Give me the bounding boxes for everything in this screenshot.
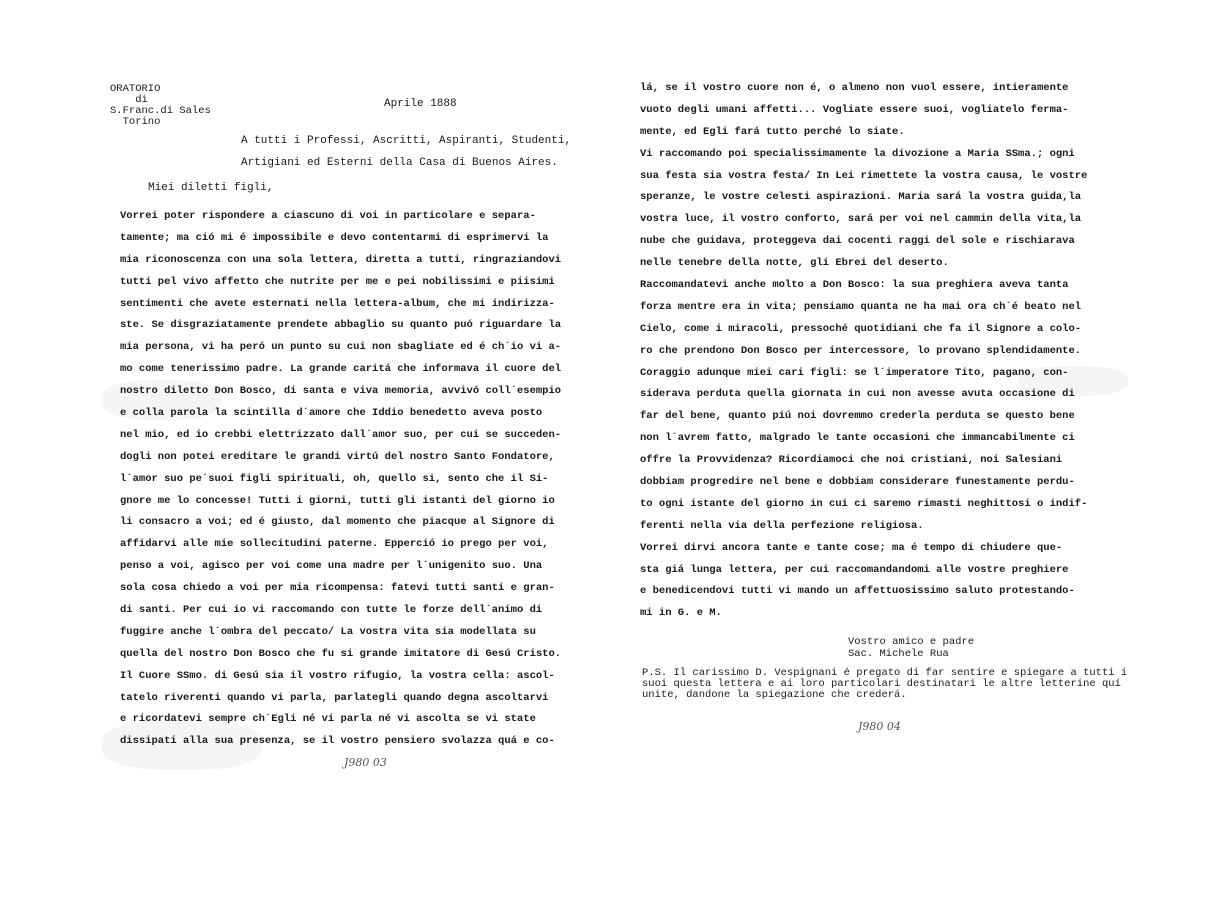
text-line: dobbiam progredire nel bene e dobbiam considerare funestamente perdu- bbox=[640, 476, 1075, 489]
text-line: to ogni istante del giorno in cui ci saremo rimasti neghittosi o indif- bbox=[640, 497, 1088, 510]
text-line: affidarvi alle mie sollecitudini paterne. Epperció io prego per voi, bbox=[120, 538, 549, 551]
text-line: non l´avrem fatto, malgrado le tante occasioni che immancabilmente ci bbox=[640, 432, 1075, 445]
text-line: mia persona, vi ha peró un punto su cui non sbagliate ed é ch´io vi a- bbox=[120, 341, 562, 354]
text-line: nube che guidava, proteggeva dai cocenti raggi del sole e rischiarava bbox=[640, 235, 1075, 248]
text-line: Vi raccomando poi specialissimamente la divozione a Maria SSma.; ogni bbox=[640, 147, 1075, 160]
text-line: vostra luce, il vostro conforto, sará per voi nel cammin della vita,la bbox=[640, 213, 1082, 226]
text-line: mente, ed Egli fará tutto perché lo siate. bbox=[640, 125, 905, 138]
text-line: mia riconoscenza con una sola lettera, diretta a tutti, ringraziandovi bbox=[120, 253, 562, 266]
addressee-line: Artigiani ed Esterni della Casa di Buenos Aires. bbox=[241, 157, 558, 169]
text-line: gnore me lo concesse! Tutti i giorni, tutti gli istanti del giorno io bbox=[120, 494, 555, 507]
text-line: e benedicendovi tutti vi mando un affettuosissimo saluto protestando- bbox=[640, 585, 1075, 598]
text-line: di santi. Per cui io vi raccomando con tutte le forze dell´animo di bbox=[120, 604, 543, 617]
text-line: tutti pel vivo affetto che nutrite per me e pei nobilissimi e piisimi bbox=[120, 275, 555, 288]
text-line: sta giá lunga lettera, per cui raccomandandomi alle vostre preghiere bbox=[640, 563, 1069, 576]
closing-greeting: Vostro amico e padre bbox=[848, 636, 975, 648]
text-line: e colla parola la scintilla d´amore che Iddio benedetto aveva posto bbox=[120, 407, 543, 420]
text-line: nelle tenebre della notte, gli Ebrei del deserto. bbox=[640, 257, 949, 270]
text-line: Cielo, come i miracoli, pressoché quotidiani che fa il Signore a colo- bbox=[640, 322, 1082, 335]
addressee-line: A tutti i Professi, Ascritti, Aspiranti, Studenti, bbox=[241, 135, 572, 147]
archive-mark-right: J980 04 bbox=[858, 720, 901, 733]
letter-body-left bbox=[120, 206, 600, 753]
text-line: nostro diletto Don Bosco, di santa e viva memoria, avvivó coll´esempio bbox=[120, 385, 562, 398]
text-line: speranze, le vostre celesti aspirazioni. Maria sará la vostra guida,la bbox=[640, 191, 1082, 204]
text-line: e ricordatevi sempre ch´Egli né vi parla né vi ascolta se vi state bbox=[120, 713, 536, 726]
text-line: Vorrei poter rispondere a ciascuno di voi in particolare e separa- bbox=[120, 210, 536, 222]
text-line: mi in G. e M. bbox=[640, 607, 722, 620]
addressee-block bbox=[241, 130, 601, 174]
text-line: ste. Se disgraziatamente prendete abbaglio su quanto puó riguardare la bbox=[120, 319, 562, 332]
text-line: l´amor suo pe´suoi figli spirituali, oh, quello si, sento che il Si- bbox=[120, 472, 549, 485]
text-line: far del bene, quanto piú noi dovremmo crederla perduta se questo bene bbox=[640, 410, 1075, 423]
sender-header: ORATORIO di S.Franc.di Sales Torino bbox=[110, 83, 211, 128]
text-line: Raccomandatevi anche molto a Don Bosco: la sua preghiera aveva tanta bbox=[640, 279, 1069, 292]
text-line: sola cosa chiedo a voi per mia ricompensa: fatevi tutti santi e gran- bbox=[120, 582, 555, 595]
text-line: Il Cuore SSmo. di Gesú sia il vostro rifugio, la vostra cella: ascol- bbox=[120, 669, 555, 682]
postscript: P.S. Il carissimo D. Vespignani é pregato di far sentire e spiegare a tutti i suoi questa lettera e ai loro particolari destinatari le altre letterine quí unite, dandone la spiegazione che crederá. bbox=[642, 667, 1128, 701]
signature-name: Sac. Michele Rua bbox=[848, 648, 949, 660]
text-line: sua festa sia vostra festa/ In Lei rimettete la vostra causa, le vostre bbox=[640, 169, 1088, 182]
archive-mark-left: J980 03 bbox=[344, 756, 387, 769]
text-line: vuoto degli umani affetti... Vogliate essere suoi, vogliatelo ferma- bbox=[640, 103, 1069, 116]
text-line: sentimenti che avete esternati nella lettera-album, che mi indirizza- bbox=[120, 297, 555, 310]
text-line: li consacro a voi; ed é giusto, dal momento che piacque al Signore di bbox=[120, 516, 555, 529]
text-line: tatelo riverenti quando vi parla, parlategli quando degna ascoltarvi bbox=[120, 691, 549, 704]
text-line: mo come tenerissimo padre. La grande caritá che informava il cuore del bbox=[120, 363, 562, 376]
text-line: dissipati alla sua presenza, se il vostro pensiero svolazza quá e co- bbox=[120, 735, 555, 748]
letter-page-right bbox=[638, 70, 1128, 770]
text-line: tamente; ma ció mi é impossibile e devo contentarmi di esprimervi la bbox=[120, 231, 549, 244]
text-line: ferenti nella via della perfezione religiosa. bbox=[640, 519, 924, 532]
text-line: dogli non potei ereditare le grandi virtú del nostro Santo Fondatore, bbox=[120, 450, 555, 463]
letter-date: Aprile 1888 bbox=[384, 98, 457, 110]
text-line: ro che prendono Don Bosco per intercessore, lo provano splendidamente. bbox=[640, 344, 1082, 357]
text-line: quella del nostro Don Bosco che fu si grande imitatore di Gesú Cristo. bbox=[120, 647, 562, 660]
letter-body-right bbox=[640, 78, 1126, 625]
text-line: Coraggio adunque miei cari figli: se l´imperatore Tito, pagano, con- bbox=[640, 366, 1069, 379]
text-line: lá, se il vostro cuore non é, o almeno non vuol essere, intieramente bbox=[640, 82, 1069, 94]
text-line: forza mentre era in vita; pensiamo quanta ne ha mai ora ch´é beato nel bbox=[640, 300, 1082, 313]
text-line: nel mio, ed io crebbi elettrizzato dall´amor suo, per cui se succeden- bbox=[120, 428, 562, 441]
salutation: Miei diletti figli, bbox=[148, 182, 274, 194]
text-line: penso a voi, agisco per voi come una madre per l´unigenito suo. Una bbox=[120, 560, 543, 573]
text-line: siderava perduta quella giornata in cui non avesse avuta occasione di bbox=[640, 388, 1075, 401]
text-line: offre la Provvidenza? Ricordiamoci che noi cristiani, noi Salesiani bbox=[640, 454, 1063, 467]
text-line: fuggire anche l´ombra del peccato/ La vostra vita sia modellata su bbox=[120, 625, 536, 638]
text-line: Vorrei dirvi ancora tante e tante cose; ma é tempo di chiudere que- bbox=[640, 541, 1063, 554]
letter-page-left bbox=[108, 70, 602, 770]
